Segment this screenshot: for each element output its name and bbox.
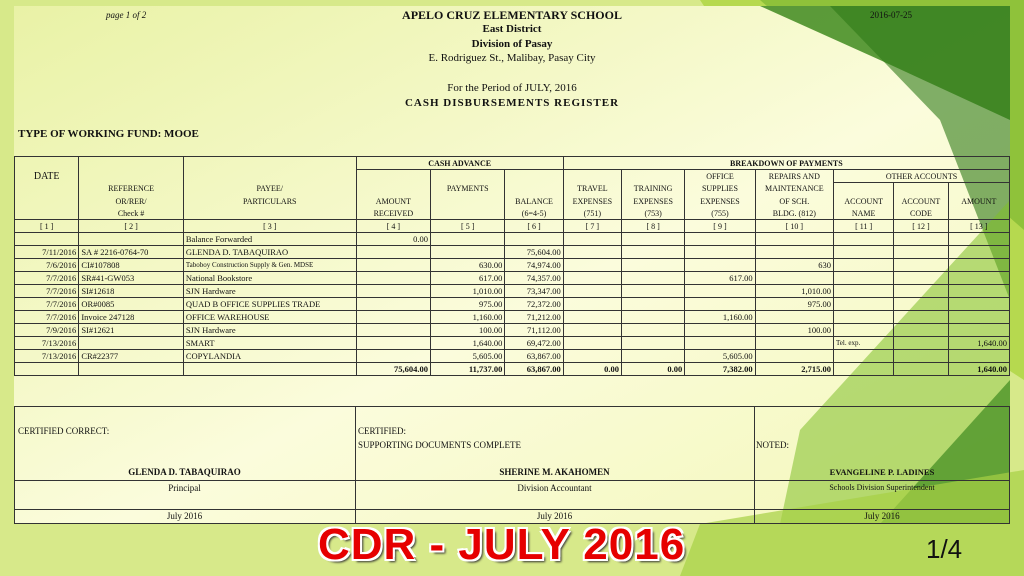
row-account-name	[834, 233, 894, 246]
signatory-2-name: SHERINE M. AKAHOMEN	[499, 467, 610, 477]
row-date: 7/13/2016	[15, 350, 79, 363]
repairs-header-4: BLDG. (812)	[755, 207, 833, 220]
row-reference: SI#12618	[79, 285, 184, 298]
row-payment: 100.00	[431, 324, 505, 337]
row-payment: 617.00	[431, 272, 505, 285]
row-payee: QUAD B OFFICE SUPPLIES TRADE	[183, 298, 356, 311]
balance-header-1: BALANCE	[505, 195, 563, 207]
row-other-amount	[948, 324, 1009, 337]
row-account-name	[834, 246, 894, 259]
row-balance: 74,357.00	[505, 272, 563, 285]
row-amount-received	[356, 272, 430, 285]
division: Division of Pasay	[471, 38, 553, 50]
row-balance: 74,974.00	[505, 259, 563, 272]
col-num-6: [ 6 ]	[505, 220, 563, 233]
row-payee: SJN Hardware	[183, 285, 356, 298]
row-amount-received	[356, 324, 430, 337]
office-header-3: EXPENSES	[685, 195, 755, 207]
row-training	[621, 233, 684, 246]
row-travel	[563, 298, 621, 311]
row-repairs	[755, 272, 833, 285]
row-office-supplies	[685, 285, 755, 298]
row-reference: CR#22377	[79, 350, 184, 363]
cert-mid-border	[14, 480, 1010, 481]
row-reference: SI#12621	[79, 324, 184, 337]
certified-correct-label: CERTIFIED CORRECT:	[18, 426, 110, 436]
row-reference	[79, 337, 184, 350]
row-date: 7/13/2016	[15, 337, 79, 350]
row-other-amount: 1,640.00	[948, 337, 1009, 350]
total-repairs: 2,715.00	[755, 363, 833, 376]
col-num-7: [ 7 ]	[563, 220, 621, 233]
table-row	[15, 233, 1010, 246]
school-name: APELO CRUZ ELEMENTARY SCHOOL	[402, 8, 622, 22]
row-payment: 1,010.00	[431, 285, 505, 298]
total-office: 7,382.00	[685, 363, 755, 376]
row-balance: 71,112.00	[505, 324, 563, 337]
breakdown-header: BREAKDOWN OF PAYMENTS	[563, 157, 1009, 170]
row-other-amount	[948, 259, 1009, 272]
certified-label: CERTIFIED:	[358, 426, 406, 436]
col-num-5: [ 5 ]	[431, 220, 505, 233]
row-office-supplies	[685, 324, 755, 337]
account-name-header-1: ACCOUNT	[834, 195, 894, 207]
signatory-3-date: July 2016	[864, 511, 900, 521]
row-balance: 69,472.00	[505, 337, 563, 350]
row-account-code	[894, 311, 948, 324]
cert-top-border	[14, 406, 1010, 407]
other-accounts-header: OTHER ACCOUNTS	[834, 170, 1010, 183]
row-date: 7/11/2016	[15, 246, 79, 259]
row-repairs	[755, 350, 833, 363]
row-date: 7/7/2016	[15, 311, 79, 324]
travel-header-3: (751)	[563, 207, 621, 220]
row-payee: Taboboy Construction Supply & Gen. MDSE	[183, 259, 356, 272]
col-num-2: [ 2 ]	[79, 220, 184, 233]
row-travel	[563, 324, 621, 337]
slide-number: 1/4	[926, 534, 963, 564]
row-reference: OR#0085	[79, 298, 184, 311]
balance-header-2: (6=4-5)	[505, 207, 563, 220]
col-num-4: [ 4 ]	[356, 220, 430, 233]
table-row	[15, 298, 1010, 311]
row-reference	[79, 233, 184, 246]
col-num-9: [ 9 ]	[685, 220, 755, 233]
signatory-2-date: July 2016	[536, 511, 573, 521]
row-office-supplies: 5,605.00	[685, 350, 755, 363]
page-indicator: page 1 of 2	[106, 10, 147, 20]
cert-date-border	[14, 509, 1010, 510]
row-payee: GLENDA D. TABAQUIRAO	[183, 246, 356, 259]
row-payee: National Bookstore	[183, 272, 356, 285]
row-amount-received	[356, 298, 430, 311]
row-date: 7/7/2016	[15, 272, 79, 285]
row-account-code	[894, 324, 948, 337]
row-training	[621, 298, 684, 311]
table-row	[15, 350, 1010, 363]
row-repairs: 1,010.00	[755, 285, 833, 298]
office-header-2: SUPPLIES	[685, 183, 755, 196]
row-balance: 71,212.00	[505, 311, 563, 324]
repairs-header-2: MAINTENANCE	[755, 183, 833, 196]
district: East District	[482, 23, 542, 35]
cert-right-border	[1009, 406, 1010, 524]
row-payment: 1,160.00	[431, 311, 505, 324]
row-payee: OFFICE WAREHOUSE	[183, 311, 356, 324]
total-payments: 11,737.00	[431, 363, 505, 376]
cert-divider-1	[355, 406, 356, 524]
account-code-header-1: ACCOUNT	[894, 195, 948, 207]
payee-header-1: PAYEE/	[183, 183, 356, 196]
row-travel	[563, 246, 621, 259]
travel-header-2: EXPENSES	[563, 195, 621, 207]
row-office-supplies	[685, 298, 755, 311]
col-num-8: [ 8 ]	[621, 220, 684, 233]
register-title: CASH DISBURSEMENTS REGISTER	[404, 97, 620, 109]
training-header-2: EXPENSES	[621, 195, 684, 207]
row-training	[621, 246, 684, 259]
row-payment: 630.00	[431, 259, 505, 272]
training-header-1: TRAINING	[621, 183, 684, 196]
row-other-amount	[948, 285, 1009, 298]
row-balance: 75,604.00	[505, 246, 563, 259]
payments-header: PAYMENTS	[431, 183, 505, 196]
training-header-3: (753)	[621, 207, 684, 220]
row-payment: 975.00	[431, 298, 505, 311]
date-header: DATE	[15, 170, 79, 183]
row-date: 7/6/2016	[15, 259, 79, 272]
row-other-amount	[948, 311, 1009, 324]
row-account-name	[834, 311, 894, 324]
row-balance: 63,867.00	[505, 350, 563, 363]
repairs-header-3: OF SCH.	[755, 195, 833, 207]
row-travel	[563, 272, 621, 285]
signatory-2-title: Division Accountant	[517, 483, 592, 493]
signatory-1-date: July 2016	[166, 511, 203, 521]
row-amount-received	[356, 337, 430, 350]
totals-row	[15, 363, 1010, 376]
ref-header-2: OR/RER/	[79, 195, 184, 207]
row-reference: SA # 2216-0764-70	[79, 246, 184, 259]
cert-left-border	[14, 406, 15, 524]
account-name-header-2: NAME	[834, 207, 894, 220]
noted-label: NOTED:	[756, 440, 789, 450]
row-training	[621, 324, 684, 337]
cash-advance-header: CASH ADVANCE	[356, 157, 563, 170]
cdr-sheet	[14, 6, 1010, 524]
signatory-3-name: EVANGELINE P. LADINES	[829, 467, 935, 477]
row-office-supplies	[685, 259, 755, 272]
row-travel	[563, 337, 621, 350]
row-training	[621, 350, 684, 363]
travel-header-1: TRAVEL	[563, 183, 621, 196]
row-account-name	[834, 298, 894, 311]
row-amount-received	[356, 246, 430, 259]
col-num-1: [ 1 ]	[15, 220, 79, 233]
amount-received-header-1: AMOUNT	[356, 195, 430, 207]
row-travel	[563, 285, 621, 298]
row-payment: 1,640.00	[431, 337, 505, 350]
row-account-name	[834, 259, 894, 272]
row-payee: SJN Hardware	[183, 324, 356, 337]
row-payee: Balance Forwarded	[183, 233, 356, 246]
slide-title: CDR - JULY 2016	[318, 520, 686, 569]
row-travel	[563, 350, 621, 363]
row-date	[15, 233, 79, 246]
total-received: 75,604.00	[356, 363, 430, 376]
office-header-4: (755)	[685, 207, 755, 220]
signatory-1-title: Principal	[168, 483, 201, 493]
working-fund: TYPE OF WORKING FUND: MOOE	[18, 128, 199, 140]
row-amount-received	[356, 259, 430, 272]
total-other-amount: 1,640.00	[948, 363, 1009, 376]
account-code-header-2: CODE	[894, 207, 948, 220]
payee-header-2: PARTICULARS	[183, 195, 356, 207]
row-account-code	[894, 350, 948, 363]
table-row	[15, 324, 1010, 337]
repairs-header-1: REPAIRS AND	[755, 170, 833, 183]
total-travel: 0.00	[563, 363, 621, 376]
row-date: 7/7/2016	[15, 298, 79, 311]
row-travel	[563, 311, 621, 324]
col-num-3: [ 3 ]	[183, 220, 356, 233]
row-repairs: 630	[755, 259, 833, 272]
register-rows	[15, 233, 1010, 363]
row-balance	[505, 233, 563, 246]
row-travel	[563, 233, 621, 246]
total-training: 0.00	[621, 363, 684, 376]
signatory-3-title: Schools Division Superintendent	[829, 483, 935, 492]
row-repairs	[755, 337, 833, 350]
period: For the Period of JULY, 2016	[447, 82, 577, 94]
row-amount-received	[356, 285, 430, 298]
row-date: 7/7/2016	[15, 285, 79, 298]
row-payment	[431, 233, 505, 246]
row-account-code	[894, 337, 948, 350]
row-account-code	[894, 259, 948, 272]
col-num-11: [ 11 ]	[834, 220, 894, 233]
col-num-10: [ 10 ]	[755, 220, 833, 233]
row-training	[621, 285, 684, 298]
row-account-code	[894, 298, 948, 311]
ref-header-3: Check #	[79, 207, 184, 220]
row-balance: 72,372.00	[505, 298, 563, 311]
row-account-name	[834, 285, 894, 298]
row-other-amount	[948, 233, 1009, 246]
amount-header: AMOUNT	[948, 195, 1009, 207]
report-date: 2016-07-25	[870, 10, 912, 20]
office-header-1: OFFICE	[685, 170, 755, 183]
total-balance: 63,867.00	[505, 363, 563, 376]
row-other-amount	[948, 298, 1009, 311]
table-row	[15, 259, 1010, 272]
row-repairs: 100.00	[755, 324, 833, 337]
row-amount-received	[356, 311, 430, 324]
signatory-1-name: GLENDA D. TABAQUIRAO	[128, 467, 241, 477]
amount-received-header-2: RECEIVED	[356, 207, 430, 220]
row-payment: 5,605.00	[431, 350, 505, 363]
table-row	[15, 337, 1010, 350]
row-account-code	[894, 233, 948, 246]
cert-divider-2	[754, 406, 755, 524]
supporting-documents-label: SUPPORTING DOCUMENTS COMPLETE	[358, 440, 521, 450]
row-date: 7/9/2016	[15, 324, 79, 337]
row-repairs	[755, 311, 833, 324]
register-table	[14, 156, 1010, 376]
row-office-supplies	[685, 337, 755, 350]
row-travel	[563, 259, 621, 272]
row-account-name	[834, 324, 894, 337]
row-account-code	[894, 272, 948, 285]
row-other-amount	[948, 350, 1009, 363]
row-training	[621, 272, 684, 285]
row-payee: COPYLANDIA	[183, 350, 356, 363]
row-other-amount	[948, 272, 1009, 285]
row-account-name	[834, 350, 894, 363]
row-account-name	[834, 272, 894, 285]
row-account-name: Tel. exp.	[834, 337, 894, 350]
col-num-13: [ 13 ]	[948, 220, 1009, 233]
table-row	[15, 311, 1010, 324]
address: E. Rodriguez St., Malibay, Pasay City	[428, 52, 596, 64]
row-reference: SR#41-GW053	[79, 272, 184, 285]
col-num-12: [ 12 ]	[894, 220, 948, 233]
row-repairs: 975.00	[755, 298, 833, 311]
row-account-code	[894, 285, 948, 298]
row-payee: SMART	[183, 337, 356, 350]
row-other-amount	[948, 246, 1009, 259]
row-reference: CI#107808	[79, 259, 184, 272]
row-reference: Invoice 247128	[79, 311, 184, 324]
row-repairs	[755, 246, 833, 259]
row-amount-received: 0.00	[356, 233, 430, 246]
row-payment	[431, 246, 505, 259]
row-office-supplies	[685, 246, 755, 259]
table-row	[15, 246, 1010, 259]
row-training	[621, 311, 684, 324]
row-office-supplies: 617.00	[685, 272, 755, 285]
row-office-supplies	[685, 233, 755, 246]
row-account-code	[894, 246, 948, 259]
row-training	[621, 337, 684, 350]
table-row	[15, 285, 1010, 298]
row-balance: 73,347.00	[505, 285, 563, 298]
table-row	[15, 272, 1010, 285]
row-amount-received	[356, 350, 430, 363]
row-repairs	[755, 233, 833, 246]
ref-header-1: REFERENCE	[79, 183, 184, 196]
row-training	[621, 259, 684, 272]
row-office-supplies: 1,160.00	[685, 311, 755, 324]
